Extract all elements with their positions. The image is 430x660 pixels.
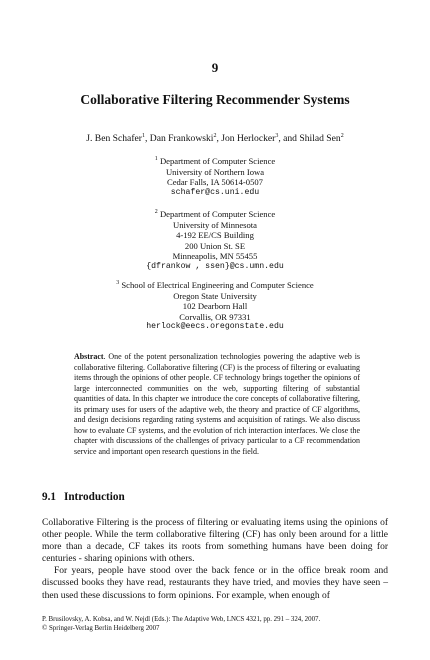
affiliation-line: Minneapolis, MN 55455 <box>172 251 258 262</box>
affiliation-line: Oregon State University <box>173 290 257 301</box>
author: Jon Herlocker <box>221 133 276 144</box>
affiliation-block <box>0 209 430 273</box>
affiliation-mark: 2 <box>154 209 158 215</box>
copyright-line: © Springer-Verlag Berlin Heidelberg 2007 <box>42 624 160 632</box>
author-affiliation-mark: 3 <box>275 133 279 139</box>
affiliation-line: Corvallis, OR 97331 <box>179 311 251 322</box>
affiliation-mark: 3 <box>116 280 120 286</box>
author: J. Ben Schafer <box>86 133 142 144</box>
chapter-number: 9 <box>211 60 219 75</box>
body-text <box>42 517 388 602</box>
abstract-label-dot: . <box>103 352 106 361</box>
affiliation-line: 4-192 EE/CS Building <box>176 230 254 241</box>
affiliation-email: herlock@eecs.oregonstate.edu <box>146 322 284 332</box>
abstract-label: Abstract <box>74 352 104 361</box>
author-affiliation-mark: 2 <box>340 133 344 139</box>
affiliation-block <box>0 156 430 198</box>
section-heading <box>42 491 125 503</box>
author-list <box>0 133 430 144</box>
affiliation-line: University of Northern Iowa <box>165 166 265 177</box>
section-number: 9.1 <box>42 491 56 503</box>
page-footer <box>42 616 392 633</box>
author-affiliation-mark: 1 <box>141 133 145 139</box>
citation-line: P. Brusilovsky, A. Kobsa, and W. Nejdl (Eds.): The Adaptive Web, LNCS 4321, pp. 291 – 324, 2007. <box>42 616 321 623</box>
affiliation-mark: 1 <box>154 156 158 162</box>
affiliation-line: 102 Dearborn Hall <box>182 301 248 312</box>
section-title: Introduction <box>63 491 125 503</box>
paragraph: Collaborative Filtering is the process of filtering or evaluating items using the opinions of other people. While the term collaborative filtering (CF) has only been around for a little more than a decade, CF takes its roots from something humans have been doing for centuries - sharing opinions with others. <box>42 518 388 565</box>
paper-title: Collaborative Filtering Recommender Systems <box>80 92 350 107</box>
affiliation-block <box>0 280 430 333</box>
affiliation-line: 200 Union St. SE <box>184 240 246 251</box>
affiliation-line: $^1$ Department of Computer Science <box>154 156 276 166</box>
author: Shilad Sen <box>299 133 341 144</box>
affiliation-line: Cedar Falls, IA 50614-0507 <box>167 177 263 188</box>
author-separator: , and <box>278 133 300 144</box>
paragraph: For years, people have stood over the back fence or in the office break room and discussed books they have read, restaurants they have tried, and movies they have seen – then used these discussions to form opinions. For example, when enough of <box>42 566 388 601</box>
affiliation-email: {dfrankow , ssen}@cs.umn.edu <box>146 261 284 271</box>
affiliation-line: $^2$ Department of Computer Science <box>154 209 276 219</box>
affiliation-email: schafer@cs.uni.edu <box>170 187 260 197</box>
affiliation-line: $^3$ School of Electrical Engineering and Computer Science <box>116 280 314 290</box>
author-separator: , <box>216 133 222 144</box>
abstract <box>74 352 360 457</box>
author-separator: , <box>144 133 150 144</box>
abstract-text: One of the potent personalization technologies powering the adaptive web is collaborative filtering. Collaborative filtering (CF) is the process of filtering or evaluating items through the opinions of other people. CF technology brings together the opinions of large interconnected communities on the web, supporting filtering of substantial quantities of data. In this chapter we introduce the core concepts of collaborative filtering, its primary uses for users of the adaptive web, the theory and practice of CF algorithms, and design decisions regarding rating systems and acquisition of ratings. We also discuss how to evaluate CF systems, and the evolution of rich interaction interfaces. We close the chapter with discussions of the challenges of privacy particular to a CF recommendation service and important open research questions in the field. <box>74 352 361 456</box>
author: Dan Frankowski <box>149 133 214 144</box>
author-affiliation-mark: 2 <box>213 133 217 139</box>
affiliation-line: University of Minnesota <box>172 219 258 230</box>
